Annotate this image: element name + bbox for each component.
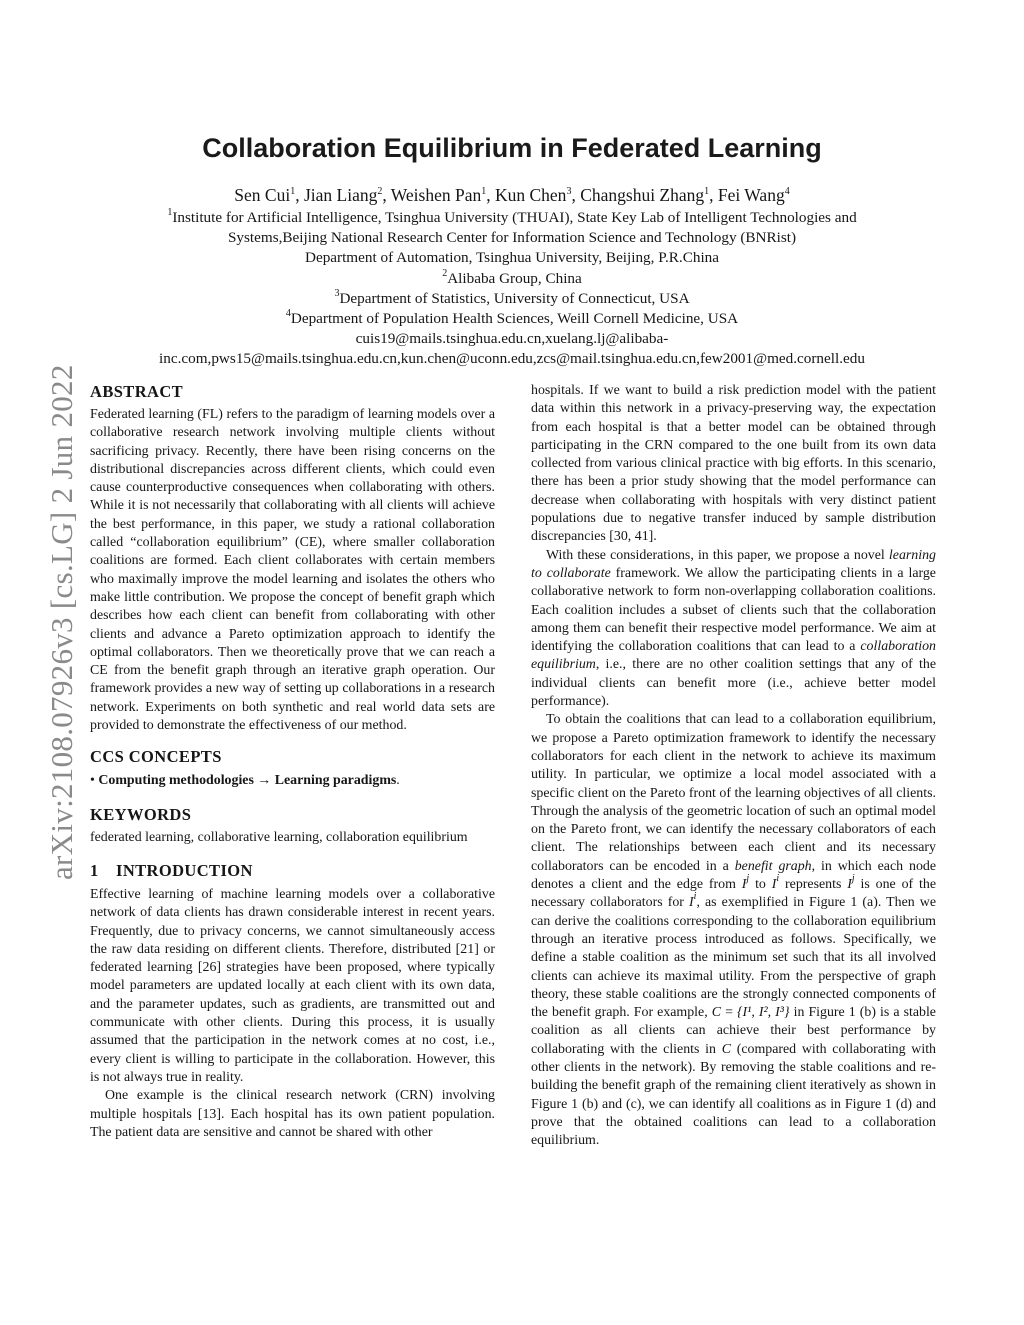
- math-symbol: C: [711, 1005, 722, 1021]
- left-column: [90, 382, 495, 1142]
- author-affiliation-mark: 1: [481, 186, 487, 197]
- email-line[interactable]: cuis19@mails.tsinghua.edu.cn,xuelang.lj@alibaba-: [355, 330, 669, 348]
- author-name: Sen Cui: [234, 185, 291, 205]
- emphasis-term: collaboration equilibrium: [531, 639, 936, 673]
- introduction-heading: [90, 861, 495, 881]
- math-symbol: C: [721, 1041, 731, 1057]
- author-separator: ,: [709, 185, 718, 205]
- ccs-subconcept: Learning paradigms: [274, 773, 397, 789]
- text-run: , i.e., there are no other coalition settings that any of the individual clients can benefit more (i.e., achieve better model performance).: [531, 657, 936, 710]
- email-line[interactable]: inc.com,pws15@mails.tsinghua.edu.cn,kun.chen@uconn.edu,zcs@mail.tsinghua.edu.cn,few2001@med.cornell.edu: [159, 350, 865, 368]
- affiliation-line: [80, 309, 944, 329]
- affiliation-text: Alibaba Group, China: [447, 269, 582, 287]
- author-name: Fei Wang: [717, 185, 785, 205]
- paper-title: Collaboration Equilibrium in Federated Learning: [202, 133, 822, 163]
- ccs-concept-item: [90, 772, 495, 790]
- author-separator: ,: [382, 185, 391, 205]
- math-superscript: j: [851, 873, 855, 885]
- math-symbol: I: [689, 895, 694, 911]
- section-number: 1: [90, 860, 99, 880]
- affiliation-line: Department of Automation, Tsinghua University, Beijing, P.R.China: [304, 249, 720, 267]
- affiliation-mark: 2: [442, 267, 448, 279]
- body-paragraph: hospitals. If we want to build a risk prediction model with the patient data within this network in a privacy-preserving way, the expectation from each hospital is that a better model can be obtained through participating in the CRN compared to the one built from its own data collected from various clinical practice with big efforts. In this scenario, there has been a prior study showing that the model performance can decrease when collaborating with hospitals with very distinct patient populations due to negative transfer induced by sample distribution discrepancies [30, 41].: [531, 383, 936, 545]
- author-affiliation-mark: 3: [566, 186, 572, 197]
- math-set: {I¹, I², I³}: [736, 1005, 790, 1021]
- math-superscript: i: [693, 891, 697, 903]
- affiliation-mark: 3: [334, 287, 340, 299]
- affiliation-line: [80, 289, 944, 309]
- author-list: [0, 185, 1024, 206]
- math-operator: =: [725, 1005, 733, 1021]
- text-run: , in which each node denotes a client and the edge from: [531, 858, 937, 893]
- abstract-heading: ABSTRACT: [90, 382, 184, 401]
- math-superscript: j: [746, 873, 750, 885]
- arrow-icon: →: [257, 773, 272, 789]
- affiliation-text: Department of Statistics, University of Connecticut, USA: [339, 289, 690, 307]
- math-symbol: I: [741, 877, 747, 893]
- text-run: is one of the necessary collaborators for: [531, 877, 936, 911]
- emphasis-term: benefit graph: [734, 858, 812, 874]
- intro-paragraph: Effective learning of machine learning models over a collaborative network of data clients has drawn considerable interest in recent years. Frequently, due to privacy concerns, we cannot simultaneously access the raw data residing on different clients. Therefore, distributed [21] or federated learning [26] strategies have been proposed, where typically model parameters are updated locally at each client with its own data, and the parameter updates, such as gradients, are transmitted out and communicate with other clients. During this process, it is usually assumed that the participation in the network comes at no cost, i.e., every client is willing to participate in the collaboration. However, this is not always true in reality.: [90, 886, 495, 1085]
- text-run: in Figure 1 (b) is a stable coalition as all clients can achieve their best performance by collaborating with the clients in: [531, 1005, 936, 1057]
- keywords-text: federated learning, collaborative learning, collaboration equilibrium: [90, 829, 468, 845]
- affiliation-text: Institute for Artificial Intelligence, Tsinghua University (THUAI), State Key Lab of Intelligent Technologies and: [172, 209, 857, 226]
- ccs-period: .: [396, 773, 400, 789]
- text-run: To obtain the coalitions that can lead to a collaboration equilibrium, we propose a Pareto optimization framework to identify the necessary collaborators for each client in the network to achieve its maximum utility. In particular, we optimize a local model associated with a specific client on the Pareto front of the learning objectives of all clients. Through the analysis of the geometric location of such an optimal model on the Pareto front, we can identify the necessary collaborators of each client. The relationships between each client and its necessary collaborators can be encoded in a: [531, 712, 936, 874]
- bullet-icon: •: [90, 773, 95, 789]
- author-separator: ,: [295, 185, 304, 205]
- keywords-heading: KEYWORDS: [90, 804, 192, 824]
- text-run: (compared with collaborating with other clients in the network). By removing the stable coalitions and re-building the benefit graph of the remaining client iteratively as shown in Figure 1 (b) and (c), we can identify all coalitions as in Figure 1 (d) and prove that the obtained coalitions can lead to a collaboration equilibrium.: [531, 1041, 937, 1149]
- section-title: INTRODUCTION: [116, 860, 253, 880]
- text-run: , as exemplified in Figure 1 (a). Then we can derive the coalitions corresponding to the collaboration equilibrium through an iterative process introduced as follows. Specifically, we define a stable coalition as the minimum set such that its all involved clients can achieve its maximal utility. From the perspective of graph theory, these stable coalitions are the strongly connected components of the benefit graph. For example,: [531, 895, 936, 1021]
- author-name: Jian Liang: [303, 185, 378, 205]
- text-run: represents: [785, 877, 842, 893]
- body-paragraph: [531, 711, 936, 1150]
- author-name: Kun Chen: [494, 185, 567, 205]
- body-paragraph: [531, 547, 936, 712]
- text-run: to: [755, 877, 766, 893]
- author-affiliation-mark: 2: [377, 186, 383, 197]
- abstract-text: Federated learning (FL) refers to the paradigm of learning models over a collaborative research network involving multiple clients without sacrificing privacy. Recently, there have been rising concerns on the distributional discrepancies across different clients, which could even cause counterproductive consequences when collaborating with others. While it is not necessarily that collaborating with all clients will achieve the best performance, in this paper, we study a rational collaboration called “collaboration equilibrium” (CE), where smaller collaboration coalitions are formed. Each client collaborates with certain members who maximally improve the model learning and isolates the others who make little contribution. We propose the concept of benefit graph which describes how each client can benefit from collaborating with other clients and advance a Pareto optimization approach to identify the optimal collaborators. Then we theoretically prove that we can reach a CE from the benefit graph through an iterative graph operation. Our framework provides a new way of setting up collaborations in a research network. Experiments on both synthetic and real world data sets are provided to demonstrate the effectiveness of our method.: [90, 407, 495, 734]
- author-separator: ,: [571, 185, 581, 205]
- arxiv-identifier-sidebar: arXiv:2108.07926v3 [cs.LG] 2 Jun 2022: [44, 364, 79, 880]
- affiliation-line: [80, 208, 944, 228]
- affiliation-line: Systems,Beijing National Research Center for Information Science and Technology (BNRist): [227, 229, 797, 247]
- affiliation-line: [80, 269, 944, 289]
- affiliation-mark: 1: [167, 207, 173, 218]
- affiliation-text: Department of Population Health Sciences, Weill Cornell Medicine, USA: [290, 310, 739, 328]
- author-affiliation-mark: 1: [704, 186, 710, 197]
- intro-paragraph: One example is the clinical research network (CRN) involving multiple hospitals [13]. Each hospital has its own patient population. The patient data are sensitive and cannot be shared with other: [90, 1088, 495, 1140]
- math-superscript: i: [776, 873, 780, 885]
- author-affiliation-mark: 1: [290, 186, 296, 197]
- affiliation-block: [80, 208, 944, 370]
- text-run: With these considerations, in this paper, we propose a novel: [546, 547, 885, 563]
- math-symbol: I: [847, 877, 852, 893]
- author-affiliation-mark: 4: [784, 186, 790, 197]
- author-name: Changshui Zhang: [580, 185, 705, 205]
- ccs-concept: Computing methodologies: [98, 773, 254, 789]
- ccs-heading: CCS CONCEPTS: [90, 747, 222, 767]
- emphasis-term: learning to collaborate: [531, 547, 936, 581]
- affiliation-mark: 4: [285, 308, 291, 320]
- author-separator: ,: [486, 185, 495, 205]
- text-run: framework. We allow the participating clients in a large collaborative network to form non-overlapping collaboration coalitions. Each coalition includes a subset of clients such that the collaboration among them can benefit their respective model performance. We aim at identifying the collaboration coalitions that can lead to a: [531, 565, 936, 655]
- right-column: [531, 382, 936, 1150]
- math-symbol: I: [771, 877, 777, 893]
- author-name: Weishen Pan: [390, 185, 482, 205]
